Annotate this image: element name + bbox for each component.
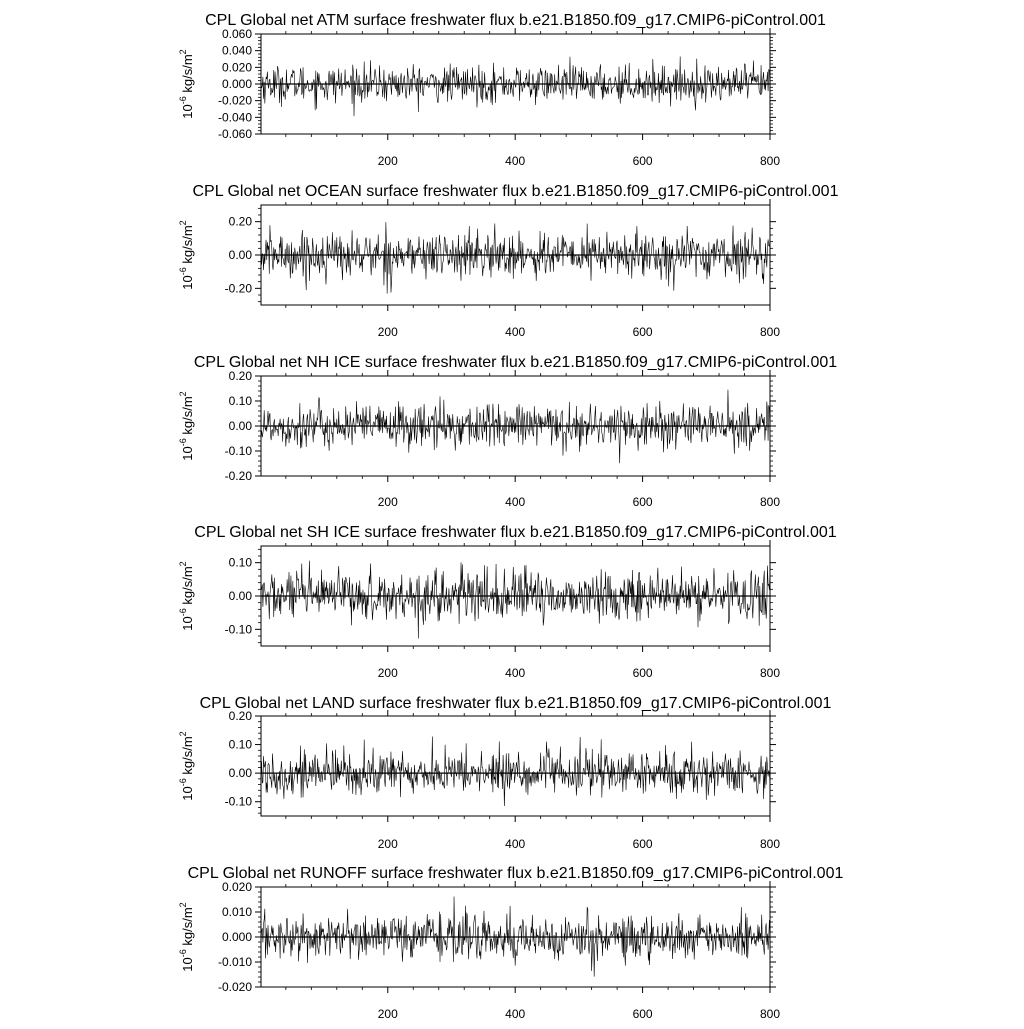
chart-title: CPL Global net OCEAN surface freshwater flux b.e21.B1850.f09_g17.CMIP6-piControl.001 — [192, 183, 839, 200]
x-tick-label: 400 — [505, 495, 526, 509]
y-tick-label: 0.020 — [221, 60, 252, 75]
y-tick-label: 0.00 — [228, 766, 252, 781]
x-tick-label: 400 — [505, 837, 526, 851]
series-line — [261, 222, 770, 294]
y-tick-label: -0.10 — [224, 794, 252, 809]
x-tick-label: 400 — [505, 666, 526, 680]
y-axis-label: $10^{-6}$ $kg/s/m^2$ — [178, 220, 195, 290]
chart-panel-6 — [178, 865, 843, 1021]
chart-title: CPL Global net RUNOFF surface freshwater flux b.e21.B1850.f09_g17.CMIP6-piControl.001 — [187, 865, 844, 882]
chart-title: CPL Global net LAND surface freshwater flux b.e21.B1850.f09_g17.CMIP6-piControl.001 — [199, 695, 832, 712]
x-tick-label: 200 — [377, 325, 398, 339]
x-tick-label: 800 — [759, 495, 781, 509]
x-tick-label: 800 — [759, 666, 781, 680]
x-tick-label: 400 — [505, 154, 526, 168]
x-tick-label: 200 — [377, 495, 398, 509]
x-tick-label: 200 — [377, 666, 398, 680]
x-tick-label: 600 — [632, 837, 653, 851]
y-tick-label: -0.020 — [217, 93, 252, 108]
x-tick-label: 800 — [759, 154, 781, 168]
y-axis-label: $10^{-6}$ $kg/s/m^2$ — [178, 49, 195, 119]
y-axis-label: $10^{-6}$ $kg/s/m^2$ — [178, 731, 195, 801]
series-line — [261, 57, 770, 117]
x-tick-label: 400 — [505, 1007, 526, 1021]
chart-panel-2 — [178, 183, 839, 339]
y-tick-label: -0.20 — [224, 281, 252, 296]
y-axis-label: $10^{-6}$ $kg/s/m^2$ — [178, 561, 195, 631]
y-tick-label: 0.000 — [221, 77, 252, 91]
x-tick-label: 800 — [759, 837, 781, 851]
y-tick-label: 0.060 — [221, 27, 252, 41]
y-tick-label: -0.060 — [217, 127, 252, 141]
chart-title: CPL Global net SH ICE surface freshwater flux b.e21.B1850.f09_g17.CMIP6-piControl.001 — [194, 524, 837, 541]
y-axis-label: $10^{-6}$ $kg/s/m^2$ — [178, 902, 195, 972]
chart-title: CPL Global net NH ICE surface freshwater flux b.e21.B1850.f09_g17.CMIP6-piControl.001 — [193, 354, 838, 371]
y-tick-label: 0.00 — [228, 589, 252, 603]
x-tick-label: 200 — [377, 837, 398, 851]
chart-title: CPL Global net ATM surface freshwater flux b.e21.B1850.f09_g17.CMIP6-piControl.001 — [205, 12, 826, 29]
x-tick-label: 800 — [759, 325, 781, 339]
chart-panel-4 — [178, 524, 837, 680]
y-axis-label: $10^{-6}$ $kg/s/m^2$ — [178, 391, 195, 461]
series-line — [261, 561, 770, 639]
chart-panel-1 — [178, 12, 826, 168]
x-tick-label: 600 — [632, 1007, 653, 1021]
y-tick-label: 0.00 — [228, 248, 252, 262]
x-tick-label: 400 — [505, 325, 526, 339]
y-tick-label: 0.10 — [228, 737, 252, 752]
y-tick-label: 0.10 — [228, 394, 252, 408]
y-tick-label: 0.20 — [228, 214, 252, 229]
chart-panel-3 — [178, 354, 837, 509]
y-tick-label: -0.020 — [217, 980, 252, 994]
y-tick-label: 0.20 — [228, 709, 252, 723]
y-tick-label: 0.040 — [221, 43, 252, 58]
y-tick-label: -0.040 — [217, 110, 252, 125]
series-line — [261, 736, 770, 806]
x-tick-label: 200 — [377, 154, 398, 168]
x-tick-label: 600 — [632, 154, 653, 168]
x-tick-label: 800 — [759, 1007, 781, 1021]
x-tick-label: 600 — [632, 495, 653, 509]
y-tick-label: 0.020 — [221, 880, 252, 894]
x-tick-label: 600 — [632, 325, 653, 339]
chart-panel-5 — [178, 695, 831, 851]
y-tick-label: -0.010 — [217, 955, 252, 969]
y-tick-label: 0.000 — [221, 930, 252, 944]
y-tick-label: 0.20 — [228, 369, 252, 383]
y-tick-label: 0.010 — [221, 905, 252, 919]
y-tick-label: -0.20 — [224, 469, 252, 483]
x-tick-label: 200 — [377, 1007, 398, 1021]
y-tick-label: 0.10 — [228, 555, 252, 570]
x-tick-label: 600 — [632, 666, 653, 680]
y-tick-label: -0.10 — [224, 622, 252, 637]
y-tick-label: 0.00 — [228, 419, 252, 433]
y-tick-label: -0.10 — [224, 444, 252, 458]
